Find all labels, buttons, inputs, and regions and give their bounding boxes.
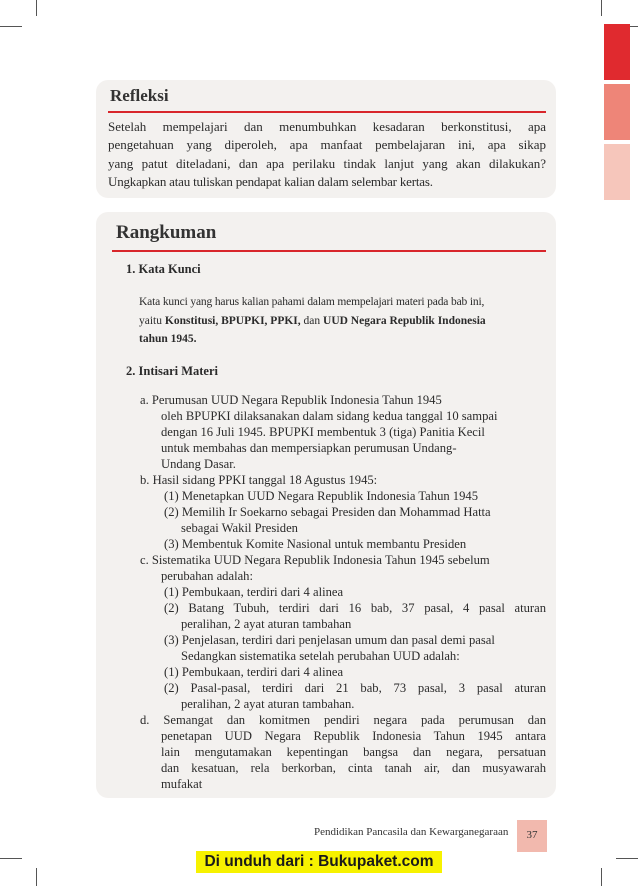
kata-kunci-line <box>139 331 197 347</box>
intisari-line: (1) Pembukaan, terdiri dari 4 alinea <box>164 585 344 599</box>
intisari-line: perubahan adalah: <box>161 569 253 583</box>
crop-mark <box>36 0 37 16</box>
kata-kunci-text: dan <box>300 315 324 327</box>
crop-mark <box>36 868 37 886</box>
intisari-line: mufakat <box>161 777 203 791</box>
intisari-line: (1) Pembukaan, terdiri dari 4 alinea <box>164 665 344 679</box>
crop-mark <box>0 26 22 27</box>
crop-mark <box>616 858 638 859</box>
intisari-line: lain mengutamakan kepentingan bangsa dan negara, persatuan <box>161 745 546 759</box>
refleksi-box <box>96 80 556 198</box>
intisari-line: peralihan, 2 ayat aturan tambahan <box>181 617 352 631</box>
refleksi-line: yang patut diteladani, dan apa perilaku tindak lanjut yang akan dilakukan? <box>108 155 546 171</box>
intisari-line: penetapan UUD Negara Republik Indonesia Tahun 1945 antara <box>161 729 546 743</box>
refleksi-text <box>108 118 546 191</box>
intisari-line: peralihan, 2 ayat aturan tambahan. <box>181 697 355 711</box>
intisari-line: dan kesatuan, rela berkorban, cinta tanah air, dan musyawarah <box>161 761 546 775</box>
kata-kunci-line <box>139 313 486 329</box>
refleksi-line: Ungkapkan atau tuliskan pendapat kalian dalam selembar kertas. <box>108 173 433 189</box>
kata-kunci-text: yaitu <box>139 315 165 327</box>
intisari-line: (3) Penjelasan, terdiri dari penjelasan umum dan pasal demi pasal <box>164 633 495 647</box>
chapter-tab-light <box>604 144 630 200</box>
intisari-line: b. Hasil sidang PPKI tanggal 18 Agustus 1945: <box>140 473 378 487</box>
kata-kunci-terms: tahun 1945. <box>139 333 197 345</box>
intisari-heading: 2. Intisari Materi <box>126 364 218 378</box>
kata-kunci-line: Kata kunci yang harus kalian pahami dalam mempelajari materi pada bab ini, <box>139 296 485 308</box>
refleksi-line: pengetahuan yang diperoleh, apa manfaat pembelajaran ini, apa sikap <box>108 137 546 153</box>
refleksi-divider <box>108 111 546 113</box>
kata-kunci-terms: Konstitusi, BPUPKI, PPKI, <box>164 315 301 327</box>
intisari-line: sebagai Wakil Presiden <box>181 521 298 535</box>
intisari-line: dengan 16 Juli 1945. BPUPKI membentuk 3 (tiga) Panitia Kecil <box>161 425 485 439</box>
chapter-tab-dark <box>604 24 630 80</box>
intisari-line: Sedangkan sistematika setelah perubahan UUD adalah: <box>181 649 460 663</box>
footer-book-title: Pendidikan Pancasila dan Kewarganegaraan <box>314 826 509 838</box>
intisari-line: oleh BPUPKI dilaksanakan dalam sidang kedua tanggal 10 sampai <box>161 409 498 423</box>
kata-kunci-heading: 1. Kata Kunci <box>126 262 201 276</box>
intisari-line: (2) Memilih Ir Soekarno sebagai Presiden dan Mohammad Hatta <box>164 505 491 519</box>
intisari-line: Undang Dasar. <box>161 457 236 471</box>
intisari-line: (1) Menetapkan UUD Negara Republik Indonesia Tahun 1945 <box>164 489 478 503</box>
page-number: 37 <box>517 820 547 852</box>
crop-mark <box>601 868 602 886</box>
chapter-tab-mid <box>604 84 630 140</box>
intisari-line: c. Sistematika UUD Negara Republik Indonesia Tahun 1945 sebelum <box>140 553 490 567</box>
refleksi-title: Refleksi <box>110 86 169 105</box>
rangkuman-divider <box>112 250 546 252</box>
intisari-line: d. Semangat dan komitmen pendiri negara pada perumusan dan <box>140 713 546 727</box>
intisari-line: untuk membahas dan mempersiapkan perumusan Undang- <box>161 441 457 455</box>
crop-mark <box>0 858 22 859</box>
download-banner: Di unduh dari : Bukupaket.com <box>196 851 442 873</box>
kata-kunci-terms: UUD Negara Republik Indonesia <box>323 315 486 327</box>
crop-mark <box>601 0 602 16</box>
intisari-line: (2) Batang Tubuh, terdiri dari 16 bab, 37 pasal, 4 pasal aturan <box>164 601 546 615</box>
intisari-line: a. Perumusan UUD Negara Republik Indonesia Tahun 1945 <box>140 393 442 407</box>
intisari-line: (3) Membentuk Komite Nasional untuk membantu Presiden <box>164 537 467 551</box>
intisari-line: (2) Pasal-pasal, terdiri dari 21 bab, 73 pasal, 3 pasal aturan <box>164 681 546 695</box>
rangkuman-title: Rangkuman <box>116 222 217 243</box>
refleksi-line: Setelah mempelajari dan menumbuhkan kesadaran berkonstitusi, apa <box>108 119 546 134</box>
